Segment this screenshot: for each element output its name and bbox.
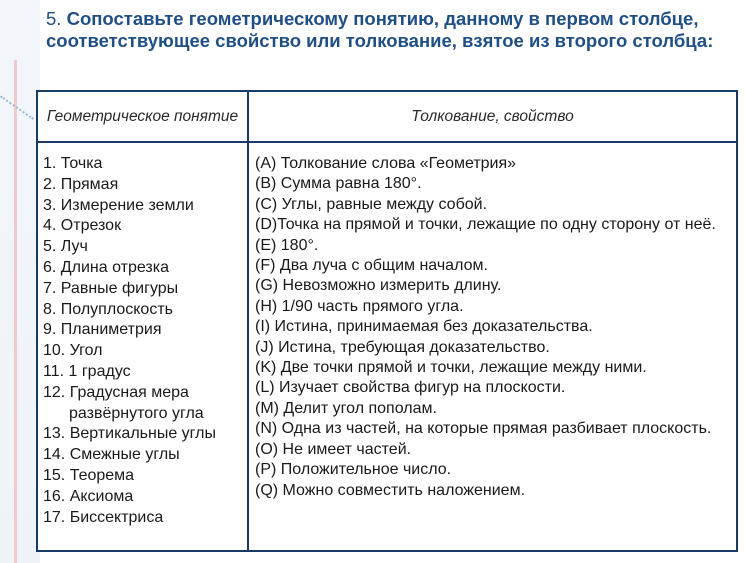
property-item: (N) Одна из частей, на которые прямая разбивает плоскость. — [255, 420, 712, 438]
property-item: (H) 1/90 часть прямого угла. — [255, 297, 464, 315]
property-item: (C) Углы, равные между собой. — [255, 195, 488, 213]
header-concept: Геометрическое понятие — [46, 108, 239, 125]
concept-item: 1. Точка — [43, 155, 103, 172]
concept-item: 6. Длина отрезка — [43, 258, 169, 276]
property-item: (F) Два луча с общим началом. — [255, 257, 488, 275]
property-item: (P) Положительное число. — [255, 461, 452, 479]
concept-item: 7. Равные фигуры — [43, 279, 179, 297]
property-item: (G) Невозможно измерить длину. — [255, 277, 502, 295]
concept-item: 4. Отрезок — [43, 217, 122, 235]
header-property: Толкование, свойство — [411, 108, 574, 125]
property-item: (L) Изучает свойства фигур на плоскости. — [255, 379, 566, 397]
property-item: (M) Делит угол пополам. — [255, 399, 437, 417]
concept-item: 17. Биссектриса — [43, 508, 164, 526]
concept-item: 13. Вертикальные углы — [43, 425, 216, 443]
concept-item: 10. Угол — [43, 342, 103, 360]
concept-item: 8. Полуплоскость — [43, 300, 173, 318]
property-item: (I) Истина, принимаемая без доказательства. — [255, 318, 593, 336]
concepts-column — [43, 154, 245, 528]
concept-item: 15. Теорема — [43, 466, 135, 484]
concept-item: 14. Смежные углы — [43, 446, 180, 464]
concept-item: 16. Аксиома — [43, 487, 134, 505]
margin-stripe — [14, 60, 17, 563]
property-item: (E) 180°. — [255, 236, 319, 254]
concept-item: 12. Градусная мера развёрнутого угла — [43, 383, 204, 422]
task-text: Сопоставьте геометрическому понятию, данному в первом столбце, соответствующее свойство или толкование, взятое из второго столбца: — [46, 8, 714, 51]
column-divider — [247, 92, 249, 550]
task-number: 5. — [46, 8, 62, 29]
properties-column — [255, 154, 735, 501]
concept-item: 3. Измерение земли — [43, 196, 194, 214]
property-item: (J) Истина, требующая доказательство. — [255, 338, 550, 356]
property-item: (K) Две точки прямой и точки, лежащие между ними. — [255, 359, 647, 377]
concept-item: 2. Прямая — [43, 175, 119, 193]
property-item: (A) Толкование слова «Геометрия» — [255, 155, 517, 172]
concept-item: 9. Планиметрия — [43, 321, 162, 339]
matching-table — [36, 90, 738, 552]
property-item: (O) Не имеет частей. — [255, 440, 412, 458]
property-item: (B) Сумма равна 180°. — [255, 175, 422, 193]
property-item: (D)Точка на прямой и точки, лежащие по одну сторону от неё. — [255, 216, 716, 234]
task-statement — [46, 8, 736, 51]
concept-item: 11. 1 градус — [43, 362, 131, 380]
header-divider — [38, 141, 736, 143]
property-item: (Q) Можно совместить наложением. — [255, 481, 526, 499]
concept-item: 5. Луч — [43, 238, 88, 256]
page-margin-decoration — [0, 0, 40, 563]
